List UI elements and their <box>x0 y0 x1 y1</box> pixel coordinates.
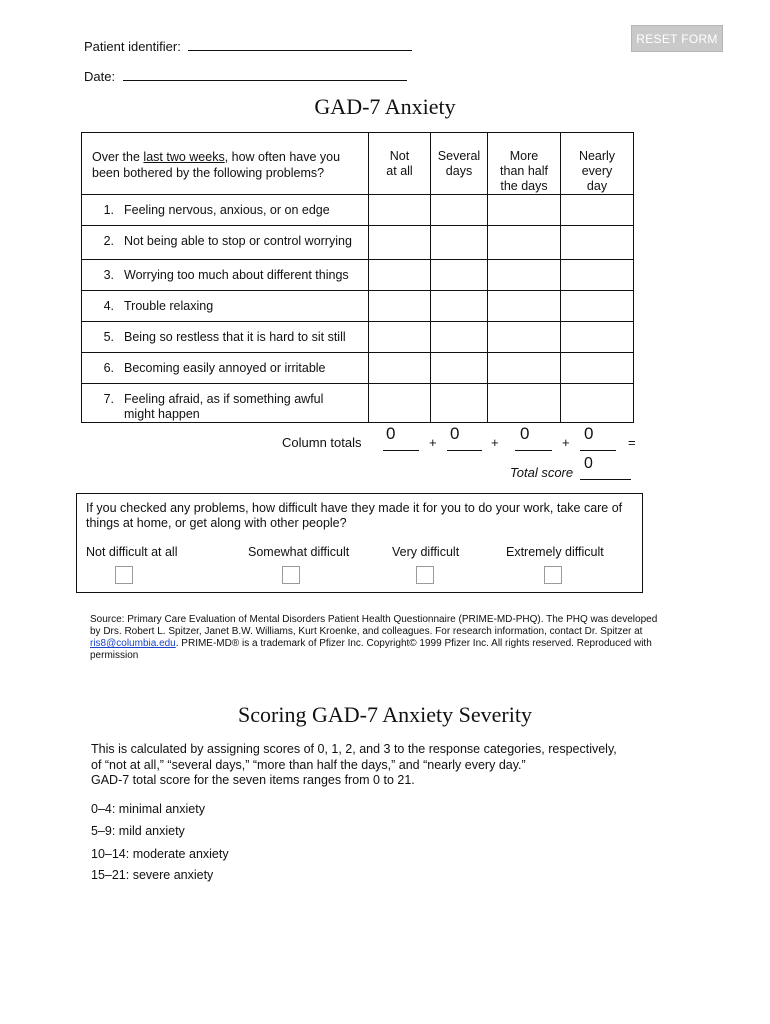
column-total-underline <box>383 449 419 451</box>
table-row <box>82 322 634 353</box>
column-total-nearly-every-day[interactable]: 0 <box>584 424 594 443</box>
column-total-not-at-all[interactable]: 0 <box>386 424 396 443</box>
column-total-several-days[interactable]: 0 <box>450 424 460 443</box>
total-score-underline <box>580 478 631 480</box>
item-cell <box>82 195 369 226</box>
option-header-line: Several <box>437 149 481 163</box>
scoring-intro-line: GAD-7 total score for the seven items ranges from 0 to 21. <box>91 773 415 787</box>
scoring-title: Scoring GAD-7 Anxiety Severity <box>238 702 532 727</box>
difficulty-option-label: Extremely difficult <box>506 545 604 559</box>
item-number: 1. <box>103 203 114 217</box>
item-text: Feeling nervous, anxious, or on edge <box>124 203 330 217</box>
response-cell[interactable] <box>369 322 431 353</box>
response-cell[interactable] <box>561 195 634 226</box>
option-header-line: every <box>581 164 613 178</box>
response-cell[interactable] <box>561 226 634 260</box>
response-cell[interactable] <box>488 384 561 423</box>
equals-sign: = <box>628 435 636 450</box>
column-total-underline <box>515 449 552 451</box>
option-header-line: at all <box>386 164 413 178</box>
table-header-row <box>82 133 634 195</box>
column-total-underline <box>580 449 616 451</box>
item-cell <box>82 226 369 260</box>
scoring-intro-line: of “not at all,” “several days,” “more than half the days,” and “nearly every day.” <box>91 758 526 772</box>
source-text: . PRIME-MD® is a trademark of Pfizer Inc. Copyright© 1999 Pfizer Inc. All rights reserved. Reproduced with permission <box>90 638 652 661</box>
plus-sign: + <box>562 435 570 450</box>
severity-item: 10–14: moderate anxiety <box>91 847 229 861</box>
item-number: 6. <box>103 361 114 375</box>
difficulty-option-label: Very difficult <box>392 545 460 559</box>
difficulty-option-label: Not difficult at all <box>86 545 178 559</box>
response-cell[interactable] <box>369 291 431 322</box>
severity-item: 0–4: minimal anxiety <box>91 802 205 816</box>
date-label: Date: <box>84 69 116 84</box>
item-number: 2. <box>103 234 114 248</box>
question-header-suffix: , how often have you been bothered by the following problems? <box>92 150 341 180</box>
option-header-line: Not <box>389 149 410 163</box>
option-header-more-than-half <box>488 133 561 195</box>
item-text: Being so restless that it is hard to sit still <box>124 330 346 344</box>
question-header <box>82 133 369 195</box>
not-difficult-checkbox[interactable] <box>115 566 133 584</box>
item-cell <box>82 353 369 384</box>
response-cell[interactable] <box>369 226 431 260</box>
response-cell[interactable] <box>431 322 488 353</box>
table-row <box>82 291 634 322</box>
page-title: GAD-7 Anxiety <box>314 94 456 119</box>
contact-email-link[interactable]: ris8@columbia.edu <box>90 638 176 649</box>
response-cell[interactable] <box>369 384 431 423</box>
response-cell[interactable] <box>431 260 488 291</box>
date-row <box>84 67 407 84</box>
table-row <box>82 384 634 423</box>
column-total-more-than-half[interactable]: 0 <box>520 424 530 443</box>
response-cell[interactable] <box>561 353 634 384</box>
option-header-line: day <box>586 179 608 193</box>
option-header-several-days <box>431 133 488 195</box>
scoring-intro-line: This is calculated by assigning scores of 0, 1, 2, and 3 to the response categories, respectively, <box>91 742 617 756</box>
source-text: Source: Primary Care Evaluation of Mental Disorders Patient Health Questionnaire (PRIME-MD-PHQ). The PHQ was developed by Drs. Robert L. Spitzer, Janet B.W. Williams, Kurt Kroenke, and colleagues. For research information, contact Dr. Spitzer at <box>90 614 658 637</box>
very-difficult-checkbox[interactable] <box>416 566 434 584</box>
severity-item: 15–21: severe anxiety <box>91 868 214 882</box>
date-field[interactable] <box>123 67 407 81</box>
item-number: 4. <box>103 299 114 313</box>
table-row <box>82 353 634 384</box>
response-cell[interactable] <box>431 353 488 384</box>
gad7-table <box>81 132 634 423</box>
question-header-prefix: Over the <box>92 150 144 164</box>
response-cell[interactable] <box>561 384 634 423</box>
item-text: Worrying too much about different things <box>124 268 349 282</box>
patient-identifier-label: Patient identifier: <box>84 39 181 54</box>
response-cell[interactable] <box>488 195 561 226</box>
option-header-line: days <box>445 164 473 178</box>
option-header-line: Nearly <box>578 149 616 163</box>
table-row <box>82 226 634 260</box>
response-cell[interactable] <box>561 291 634 322</box>
option-header-line: the days <box>500 179 548 193</box>
total-score-label: Total score <box>510 465 574 480</box>
patient-identifier-field[interactable] <box>188 37 412 51</box>
item-text: Feeling afraid, as if something awful might happen <box>124 392 324 421</box>
item-number: 3. <box>103 268 114 282</box>
table-row <box>82 195 634 226</box>
response-cell[interactable] <box>488 226 561 260</box>
response-cell[interactable] <box>431 384 488 423</box>
item-cell <box>82 291 369 322</box>
response-cell[interactable] <box>431 195 488 226</box>
response-cell[interactable] <box>369 195 431 226</box>
item-text: Becoming easily annoyed or irritable <box>124 361 326 375</box>
response-cell[interactable] <box>561 322 634 353</box>
response-cell[interactable] <box>488 322 561 353</box>
item-number: 5. <box>103 330 114 344</box>
item-cell <box>82 260 369 291</box>
option-header-line: than half <box>500 164 548 178</box>
patient-identifier-row <box>84 37 412 54</box>
total-score-value[interactable]: 0 <box>584 455 593 472</box>
response-cell[interactable] <box>369 353 431 384</box>
plus-sign: + <box>429 435 437 450</box>
response-cell[interactable] <box>488 353 561 384</box>
source-note <box>90 614 670 662</box>
difficulty-box <box>76 493 643 593</box>
option-header-line: More <box>509 149 539 163</box>
response-cell[interactable] <box>431 291 488 322</box>
difficulty-question: If you checked any problems, how difficult have they made it for you to do your work, take care of things at home, or get along with other people? <box>86 501 623 530</box>
option-header-not-at-all <box>369 133 431 195</box>
option-header-nearly-every-day <box>561 133 634 195</box>
severity-item: 5–9: mild anxiety <box>91 824 185 838</box>
table-row <box>82 260 634 291</box>
response-cell[interactable] <box>561 260 634 291</box>
item-cell <box>82 322 369 353</box>
response-cell[interactable] <box>488 260 561 291</box>
response-cell[interactable] <box>488 291 561 322</box>
extremely-difficult-checkbox[interactable] <box>544 566 562 584</box>
item-number: 7. <box>103 392 114 406</box>
difficulty-option-label: Somewhat difficult <box>248 545 350 559</box>
column-total-underline <box>447 449 482 451</box>
response-cell[interactable] <box>369 260 431 291</box>
question-header-underlined: last two weeks <box>143 150 225 164</box>
item-text: Trouble relaxing <box>124 299 214 313</box>
plus-sign: + <box>491 435 499 450</box>
reset-form-button[interactable]: RESET FORM <box>631 25 723 52</box>
item-text: Not being able to stop or control worrying <box>124 234 352 248</box>
response-cell[interactable] <box>431 226 488 260</box>
item-cell <box>82 384 369 423</box>
column-totals-label: Column totals <box>282 435 362 450</box>
somewhat-difficult-checkbox[interactable] <box>282 566 300 584</box>
